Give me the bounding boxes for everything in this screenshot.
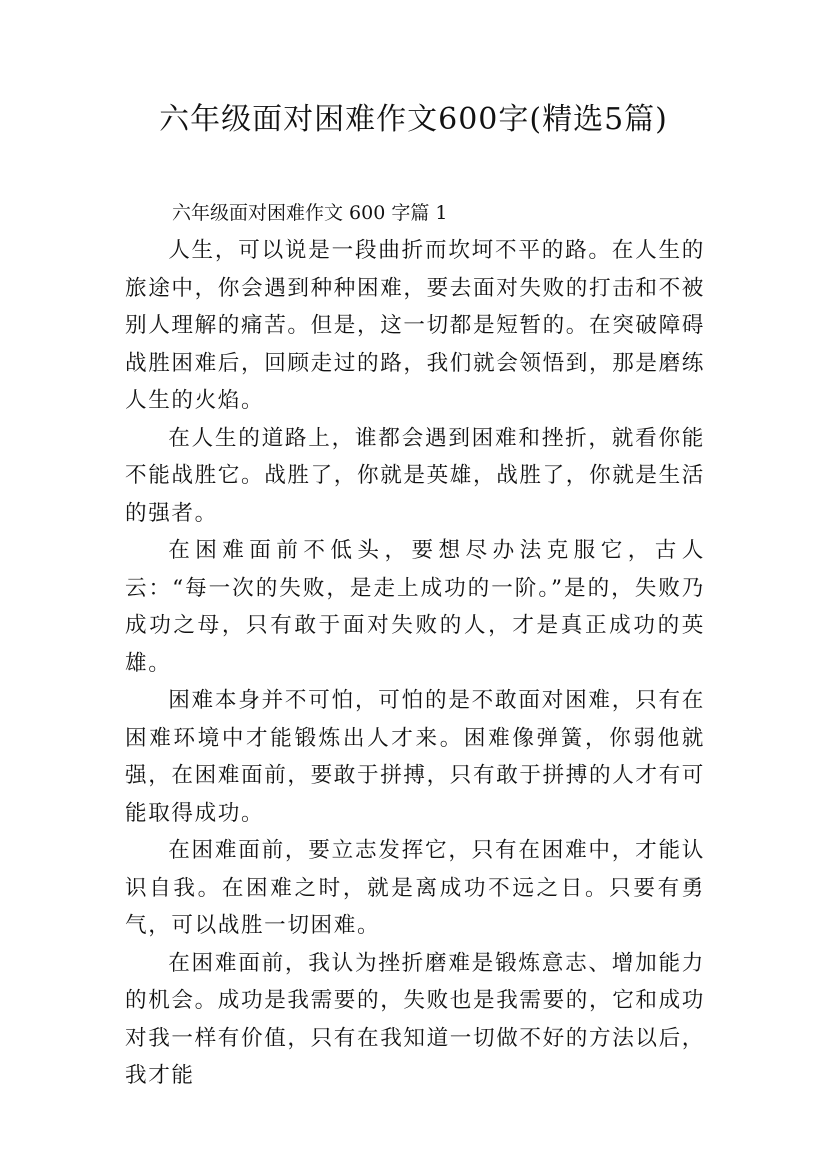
section-heading: 六年级面对困难作文 600 字篇 1: [172, 202, 448, 224]
paragraph: 人生，可以说是一段曲折而坎坷不平的路。在人生的旅途中，你会遇到种种困难，要去面对失败的打击和不被别人理解的痛苦。但是，这一切都是短暂的。在突破障碍战胜困难后，回顾走过的路，我们就会领悟到，那是磨练人生的火焰。: [125, 238, 705, 413]
document-title: 六年级面对困难作文600字(精选5篇): [159, 102, 668, 137]
paragraph: 在困难面前不低头，要想尽办法克服它，古人云：“每一次的失败，是走上成功的一阶。”是的，失败乃成功之母，只有敢于面对失败的人，才是真正成功的英雄。: [125, 538, 705, 676]
paragraph: 困难本身并不可怕，可怕的是不敢面对困难，只有在困难环境中才能锻炼出人才来。困难像弹簧，你弱他就强，在困难面前，要敢于拼搏，只有敢于拼搏的人才有可能取得成功。: [125, 688, 705, 826]
paragraph: 在困难面前，我认为挫折磨难是锻炼意志、增加能力的机会。成功是我需要的，失败也是我需要的，它和成功对我一样有价值，只有在我知道一切做不好的方法以后，我才能: [125, 950, 705, 1088]
document-body: [125, 232, 705, 1095]
paragraph: 在人生的道路上，谁都会遇到困难和挫折，就看你能不能战胜它。战胜了，你就是英雄，战胜了，你就是生活的强者。: [125, 425, 705, 526]
paragraph: 在困难面前，要立志发挥它，只有在困难中，才能认识自我。在困难之时，就是离成功不远之日。只要有勇气，可以战胜一切困难。: [125, 838, 705, 938]
